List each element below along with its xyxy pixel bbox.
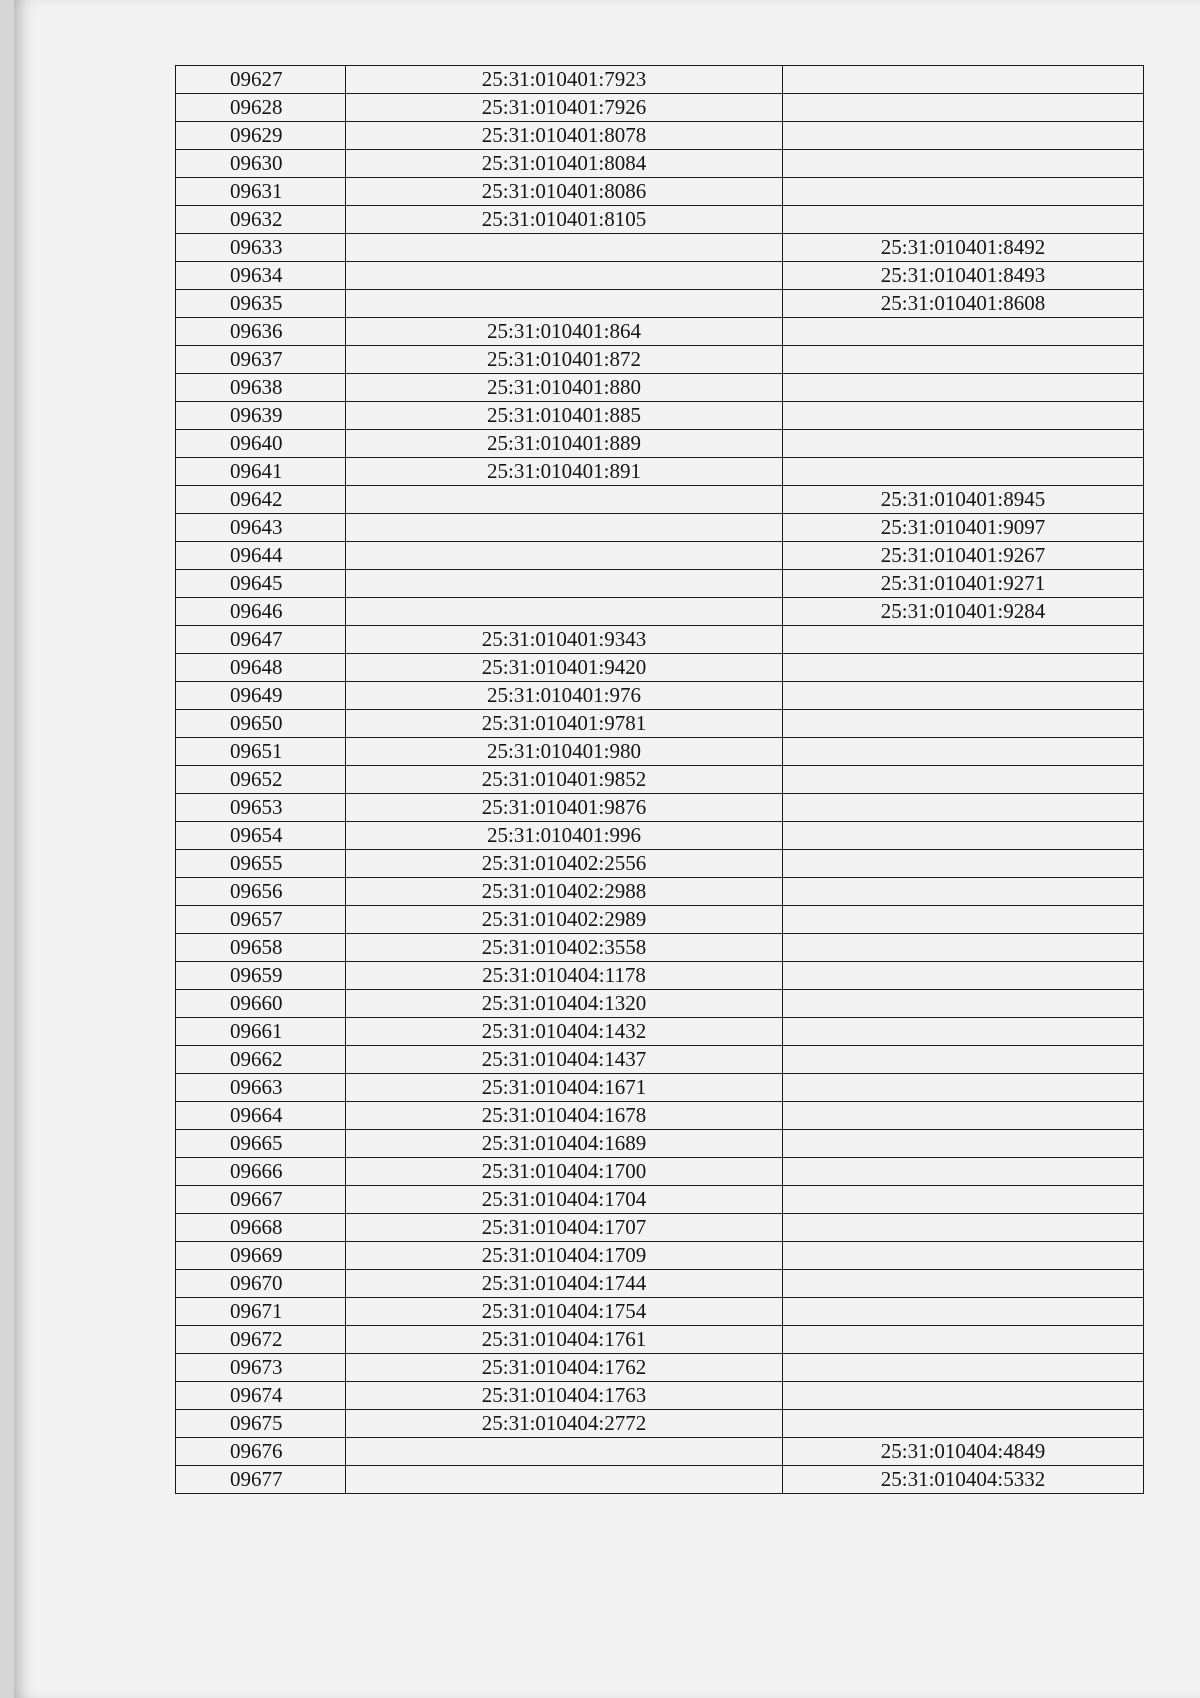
alt-cadastral-number-cell — [783, 1382, 1144, 1410]
table-row — [176, 1018, 1144, 1046]
cadastral-number-cell: 25:31:010402:2988 — [346, 878, 783, 906]
alt-cadastral-number-cell — [783, 626, 1144, 654]
table-row — [176, 94, 1144, 122]
alt-cadastral-number-cell — [783, 1410, 1144, 1438]
row-number-cell: 09645 — [176, 570, 346, 598]
alt-cadastral-number-cell — [783, 1102, 1144, 1130]
alt-cadastral-number-cell — [783, 878, 1144, 906]
alt-cadastral-number-cell — [783, 962, 1144, 990]
table-row — [176, 1158, 1144, 1186]
table-row — [176, 514, 1144, 542]
alt-cadastral-number-cell — [783, 1158, 1144, 1186]
table-row — [176, 1046, 1144, 1074]
row-number-cell: 09642 — [176, 486, 346, 514]
table-row — [176, 178, 1144, 206]
alt-cadastral-number-cell — [783, 990, 1144, 1018]
alt-cadastral-number-cell — [783, 1326, 1144, 1354]
row-number-cell: 09655 — [176, 850, 346, 878]
table-row — [176, 1186, 1144, 1214]
alt-cadastral-number-cell — [783, 66, 1144, 94]
row-number-cell: 09658 — [176, 934, 346, 962]
alt-cadastral-number-cell — [783, 374, 1144, 402]
cadastral-number-cell: 25:31:010401:996 — [346, 822, 783, 850]
table-row — [176, 766, 1144, 794]
row-number-cell: 09646 — [176, 598, 346, 626]
cadastral-number-cell: 25:31:010401:976 — [346, 682, 783, 710]
cadastral-number-cell: 25:31:010404:1744 — [346, 1270, 783, 1298]
row-number-cell: 09641 — [176, 458, 346, 486]
table-row — [176, 682, 1144, 710]
row-number-cell: 09630 — [176, 150, 346, 178]
cadastral-number-cell: 25:31:010402:2989 — [346, 906, 783, 934]
cadastral-number-cell: 25:31:010401:8086 — [346, 178, 783, 206]
alt-cadastral-number-cell — [783, 738, 1144, 766]
table-row — [176, 990, 1144, 1018]
table-row — [176, 542, 1144, 570]
alt-cadastral-number-cell — [783, 1298, 1144, 1326]
cadastral-number-cell — [346, 514, 783, 542]
cadastral-number-cell: 25:31:010401:9420 — [346, 654, 783, 682]
alt-cadastral-number-cell — [783, 1270, 1144, 1298]
row-number-cell: 09638 — [176, 374, 346, 402]
cadastral-number-cell: 25:31:010404:1178 — [346, 962, 783, 990]
table-row — [176, 1270, 1144, 1298]
row-number-cell: 09677 — [176, 1466, 346, 1494]
table-row — [176, 934, 1144, 962]
table-row — [176, 122, 1144, 150]
cadastral-number-cell: 25:31:010404:1700 — [346, 1158, 783, 1186]
row-number-cell: 09628 — [176, 94, 346, 122]
cadastral-number-cell — [346, 486, 783, 514]
alt-cadastral-number-cell — [783, 682, 1144, 710]
row-number-cell: 09643 — [176, 514, 346, 542]
row-number-cell: 09667 — [176, 1186, 346, 1214]
row-number-cell: 09673 — [176, 1354, 346, 1382]
row-number-cell: 09649 — [176, 682, 346, 710]
row-number-cell: 09663 — [176, 1074, 346, 1102]
row-number-cell: 09634 — [176, 262, 346, 290]
alt-cadastral-number-cell: 25:31:010401:9267 — [783, 542, 1144, 570]
alt-cadastral-number-cell — [783, 1074, 1144, 1102]
row-number-cell: 09674 — [176, 1382, 346, 1410]
alt-cadastral-number-cell — [783, 346, 1144, 374]
alt-cadastral-number-cell: 25:31:010401:9284 — [783, 598, 1144, 626]
table-row — [176, 710, 1144, 738]
alt-cadastral-number-cell: 25:31:010401:9271 — [783, 570, 1144, 598]
cadastral-number-cell: 25:31:010402:3558 — [346, 934, 783, 962]
alt-cadastral-number-cell — [783, 794, 1144, 822]
table-row — [176, 878, 1144, 906]
table-row — [176, 486, 1144, 514]
cadastral-number-cell: 25:31:010401:880 — [346, 374, 783, 402]
row-number-cell: 09664 — [176, 1102, 346, 1130]
alt-cadastral-number-cell: 25:31:010401:8945 — [783, 486, 1144, 514]
table-row — [176, 654, 1144, 682]
table-row — [176, 1382, 1144, 1410]
table-row — [176, 1354, 1144, 1382]
table-row — [176, 1074, 1144, 1102]
table-row — [176, 1466, 1144, 1494]
table-row — [176, 1438, 1144, 1466]
row-number-cell: 09676 — [176, 1438, 346, 1466]
row-number-cell: 09668 — [176, 1214, 346, 1242]
cadastral-number-cell: 25:31:010401:864 — [346, 318, 783, 346]
cadastral-number-cell: 25:31:010404:1671 — [346, 1074, 783, 1102]
cadastral-number-cell: 25:31:010401:7923 — [346, 66, 783, 94]
row-number-cell: 09653 — [176, 794, 346, 822]
table-row — [176, 66, 1144, 94]
cadastral-number-cell: 25:31:010401:889 — [346, 430, 783, 458]
cadastral-number-cell: 25:31:010404:1754 — [346, 1298, 783, 1326]
row-number-cell: 09650 — [176, 710, 346, 738]
alt-cadastral-number-cell — [783, 458, 1144, 486]
row-number-cell: 09647 — [176, 626, 346, 654]
table-body — [176, 66, 1144, 1494]
row-number-cell: 09656 — [176, 878, 346, 906]
cadastral-number-cell: 25:31:010404:1432 — [346, 1018, 783, 1046]
row-number-cell: 09670 — [176, 1270, 346, 1298]
alt-cadastral-number-cell — [783, 934, 1144, 962]
table-row — [176, 1242, 1144, 1270]
table-row — [176, 374, 1144, 402]
cadastral-number-cell: 25:31:010404:1707 — [346, 1214, 783, 1242]
row-number-cell: 09651 — [176, 738, 346, 766]
alt-cadastral-number-cell: 25:31:010404:5332 — [783, 1466, 1144, 1494]
alt-cadastral-number-cell — [783, 150, 1144, 178]
row-number-cell: 09633 — [176, 234, 346, 262]
cadastral-number-cell: 25:31:010404:1704 — [346, 1186, 783, 1214]
alt-cadastral-number-cell: 25:31:010401:8608 — [783, 290, 1144, 318]
cadastral-number-cell: 25:31:010401:872 — [346, 346, 783, 374]
cadastral-number-cell: 25:31:010401:9876 — [346, 794, 783, 822]
table-row — [176, 850, 1144, 878]
table-row — [176, 430, 1144, 458]
cadastral-number-table — [175, 65, 1144, 1494]
cadastral-number-cell — [346, 234, 783, 262]
alt-cadastral-number-cell — [783, 430, 1144, 458]
table-row — [176, 346, 1144, 374]
alt-cadastral-number-cell — [783, 1242, 1144, 1270]
row-number-cell: 09657 — [176, 906, 346, 934]
cadastral-number-cell — [346, 542, 783, 570]
cadastral-number-cell: 25:31:010401:9852 — [346, 766, 783, 794]
row-number-cell: 09659 — [176, 962, 346, 990]
table-row — [176, 206, 1144, 234]
row-number-cell: 09637 — [176, 346, 346, 374]
cadastral-number-cell: 25:31:010401:891 — [346, 458, 783, 486]
cadastral-number-cell: 25:31:010404:1678 — [346, 1102, 783, 1130]
alt-cadastral-number-cell — [783, 94, 1144, 122]
cadastral-number-cell: 25:31:010404:1709 — [346, 1242, 783, 1270]
alt-cadastral-number-cell: 25:31:010404:4849 — [783, 1438, 1144, 1466]
row-number-cell: 09672 — [176, 1326, 346, 1354]
table-row — [176, 1214, 1144, 1242]
alt-cadastral-number-cell — [783, 906, 1144, 934]
cadastral-number-cell — [346, 290, 783, 318]
alt-cadastral-number-cell — [783, 822, 1144, 850]
alt-cadastral-number-cell — [783, 122, 1144, 150]
cadastral-number-cell: 25:31:010404:1761 — [346, 1326, 783, 1354]
table-row — [176, 402, 1144, 430]
cadastral-number-cell: 25:31:010404:1762 — [346, 1354, 783, 1382]
table-row — [176, 458, 1144, 486]
table-row — [176, 598, 1144, 626]
table-row — [176, 626, 1144, 654]
alt-cadastral-number-cell — [783, 178, 1144, 206]
cadastral-number-cell: 25:31:010401:980 — [346, 738, 783, 766]
cadastral-number-cell: 25:31:010404:1689 — [346, 1130, 783, 1158]
cadastral-number-cell: 25:31:010404:1320 — [346, 990, 783, 1018]
row-number-cell: 09648 — [176, 654, 346, 682]
table-row — [176, 1298, 1144, 1326]
row-number-cell: 09665 — [176, 1130, 346, 1158]
alt-cadastral-number-cell — [783, 1018, 1144, 1046]
table-row — [176, 1102, 1144, 1130]
alt-cadastral-number-cell — [783, 1186, 1144, 1214]
row-number-cell: 09644 — [176, 542, 346, 570]
row-number-cell: 09671 — [176, 1298, 346, 1326]
cadastral-number-cell: 25:31:010401:885 — [346, 402, 783, 430]
alt-cadastral-number-cell — [783, 766, 1144, 794]
cadastral-number-cell: 25:31:010402:2556 — [346, 850, 783, 878]
row-number-cell: 09675 — [176, 1410, 346, 1438]
document-page — [14, 0, 1200, 1698]
table-row — [176, 962, 1144, 990]
alt-cadastral-number-cell — [783, 1046, 1144, 1074]
cadastral-number-cell: 25:31:010401:8078 — [346, 122, 783, 150]
row-number-cell: 09662 — [176, 1046, 346, 1074]
cadastral-number-cell: 25:31:010404:1437 — [346, 1046, 783, 1074]
row-number-cell: 09669 — [176, 1242, 346, 1270]
table-row — [176, 150, 1144, 178]
alt-cadastral-number-cell — [783, 710, 1144, 738]
row-number-cell: 09629 — [176, 122, 346, 150]
row-number-cell: 09652 — [176, 766, 346, 794]
cadastral-number-cell — [346, 1466, 783, 1494]
row-number-cell: 09627 — [176, 66, 346, 94]
table-row — [176, 794, 1144, 822]
alt-cadastral-number-cell — [783, 850, 1144, 878]
row-number-cell: 09636 — [176, 318, 346, 346]
alt-cadastral-number-cell: 25:31:010401:8492 — [783, 234, 1144, 262]
table-row — [176, 1130, 1144, 1158]
row-number-cell: 09631 — [176, 178, 346, 206]
row-number-cell: 09661 — [176, 1018, 346, 1046]
cadastral-number-cell: 25:31:010401:9781 — [346, 710, 783, 738]
table-row — [176, 1326, 1144, 1354]
table-row — [176, 1410, 1144, 1438]
cadastral-number-cell: 25:31:010401:8105 — [346, 206, 783, 234]
table-row — [176, 290, 1144, 318]
cadastral-number-cell: 25:31:010401:8084 — [346, 150, 783, 178]
row-number-cell: 09666 — [176, 1158, 346, 1186]
row-number-cell: 09654 — [176, 822, 346, 850]
cadastral-number-cell — [346, 262, 783, 290]
table-row — [176, 738, 1144, 766]
table-row — [176, 822, 1144, 850]
table-row — [176, 262, 1144, 290]
cadastral-number-cell: 25:31:010401:9343 — [346, 626, 783, 654]
alt-cadastral-number-cell: 25:31:010401:8493 — [783, 262, 1144, 290]
alt-cadastral-number-cell — [783, 1214, 1144, 1242]
alt-cadastral-number-cell — [783, 206, 1144, 234]
cadastral-number-cell — [346, 570, 783, 598]
alt-cadastral-number-cell — [783, 1354, 1144, 1382]
alt-cadastral-number-cell — [783, 654, 1144, 682]
row-number-cell: 09640 — [176, 430, 346, 458]
alt-cadastral-number-cell — [783, 1130, 1144, 1158]
cadastral-number-cell: 25:31:010401:7926 — [346, 94, 783, 122]
row-number-cell: 09632 — [176, 206, 346, 234]
alt-cadastral-number-cell: 25:31:010401:9097 — [783, 514, 1144, 542]
row-number-cell: 09660 — [176, 990, 346, 1018]
table-row — [176, 906, 1144, 934]
alt-cadastral-number-cell — [783, 402, 1144, 430]
table-row — [176, 570, 1144, 598]
table-row — [176, 234, 1144, 262]
cadastral-number-cell: 25:31:010404:2772 — [346, 1410, 783, 1438]
row-number-cell: 09635 — [176, 290, 346, 318]
row-number-cell: 09639 — [176, 402, 346, 430]
cadastral-number-cell — [346, 598, 783, 626]
alt-cadastral-number-cell — [783, 318, 1144, 346]
cadastral-number-cell: 25:31:010404:1763 — [346, 1382, 783, 1410]
cadastral-number-cell — [346, 1438, 783, 1466]
table-row — [176, 318, 1144, 346]
